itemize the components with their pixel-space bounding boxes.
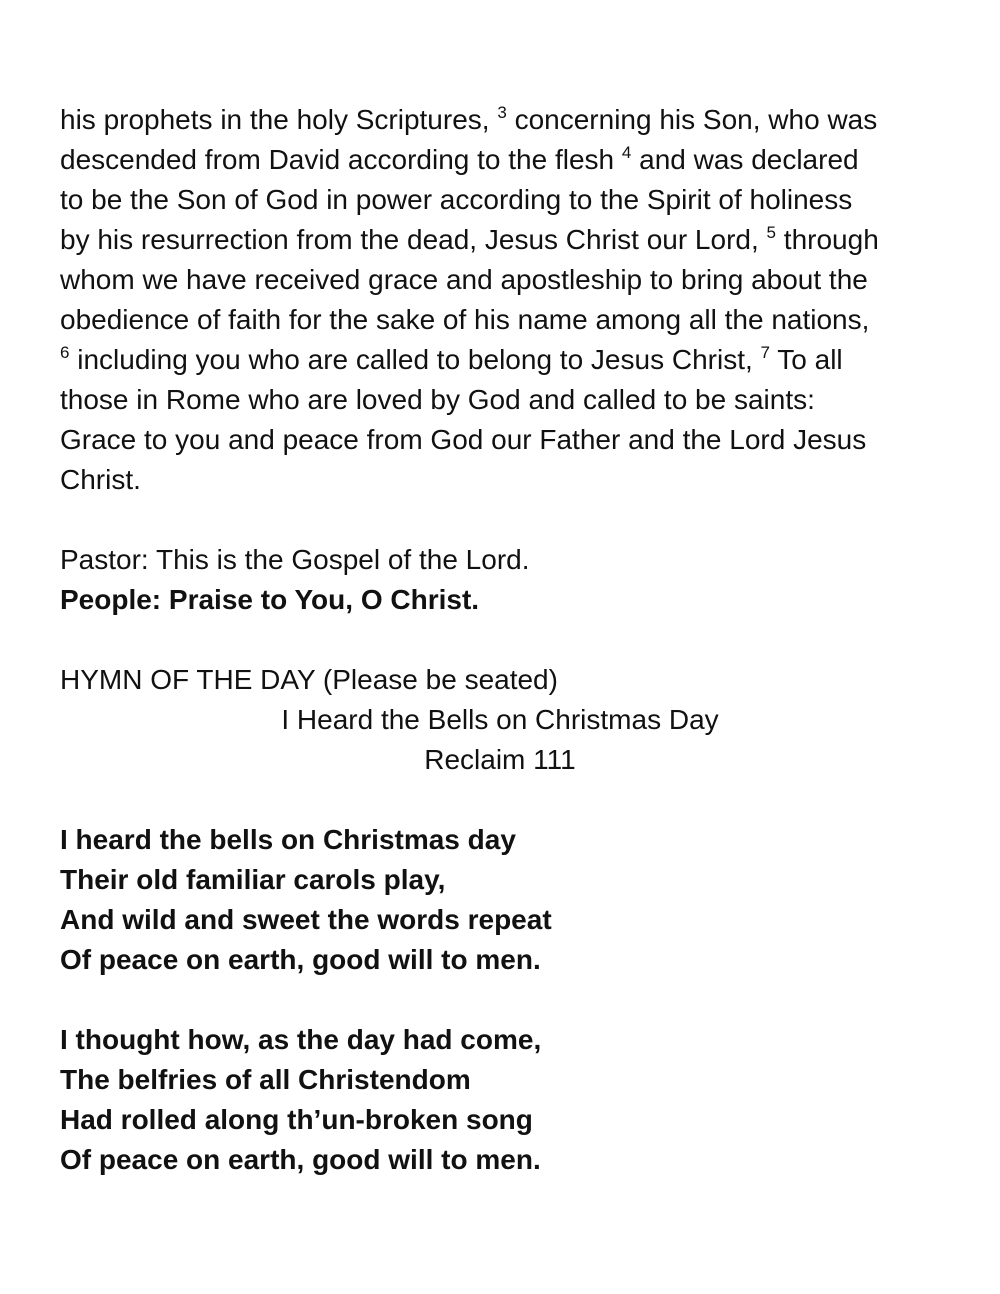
hymn-source: Reclaim 111 <box>424 744 576 775</box>
verse-number: 3 <box>497 103 507 122</box>
spacer <box>60 500 960 540</box>
reading-line: those in Rome who are loved by God and called to be saints: <box>60 384 815 415</box>
hymn-verse-2 <box>60 1020 960 1180</box>
reading-line: to be the Son of God in power according to the Spirit of holiness <box>60 184 853 215</box>
lyric-line: I thought how, as the day had come, <box>60 1024 542 1055</box>
verse-number: 6 <box>60 343 70 362</box>
hymn-heading: HYMN OF THE DAY (Please be seated) <box>60 664 558 695</box>
reading-line: his prophets in the holy Scriptures, $^3$ concerning his Son, who was <box>60 103 878 135</box>
bulletin-page <box>60 100 960 1180</box>
reading-line: whom we have received grace and apostleship to bring about the <box>60 264 868 295</box>
verse-number: 7 <box>760 343 770 362</box>
reading-line: descended from David according to the flesh $^4$ and was declared <box>60 143 859 175</box>
reading-line: by his resurrection from the dead, Jesus Christ our Lord, $^5$ through <box>60 223 879 255</box>
reading-line: Grace to you and peace from God our Father and the Lord Jesus <box>60 424 867 455</box>
lyric-line: Of peace on earth, good will to men. <box>60 944 541 975</box>
reading-line: Christ. <box>60 464 141 495</box>
verse-number: 4 <box>621 143 632 162</box>
lyric-line: I heard the bells on Christmas day <box>60 824 516 855</box>
gospel-response <box>60 540 960 620</box>
lyric-line: And wild and sweet the words repeat <box>60 904 552 935</box>
spacer <box>60 980 960 1020</box>
scripture-reading <box>60 100 960 500</box>
hymn-title: I Heard the Bells on Christmas Day <box>281 704 719 735</box>
lyric-line: Their old familiar carols play, <box>60 864 446 895</box>
people-line: People: Praise to You, O Christ. <box>60 584 480 615</box>
lyric-line: The belfries of all Christendom <box>60 1064 471 1095</box>
hymn-section <box>60 660 960 1180</box>
pastor-line: Pastor: This is the Gospel of the Lord. <box>60 544 530 575</box>
spacer <box>60 620 960 660</box>
reading-line: obedience of faith for the sake of his name among all the nations, <box>60 304 870 335</box>
lyric-line: Of peace on earth, good will to men. <box>60 1144 541 1175</box>
hymn-verse-1 <box>60 820 960 980</box>
reading-line: $^6$ including you who are called to belong to Jesus Christ, $^7$ To all <box>60 343 843 375</box>
verse-number: 5 <box>766 223 777 242</box>
lyric-line: Had rolled along th’un-broken song <box>60 1104 533 1135</box>
spacer <box>60 780 960 820</box>
